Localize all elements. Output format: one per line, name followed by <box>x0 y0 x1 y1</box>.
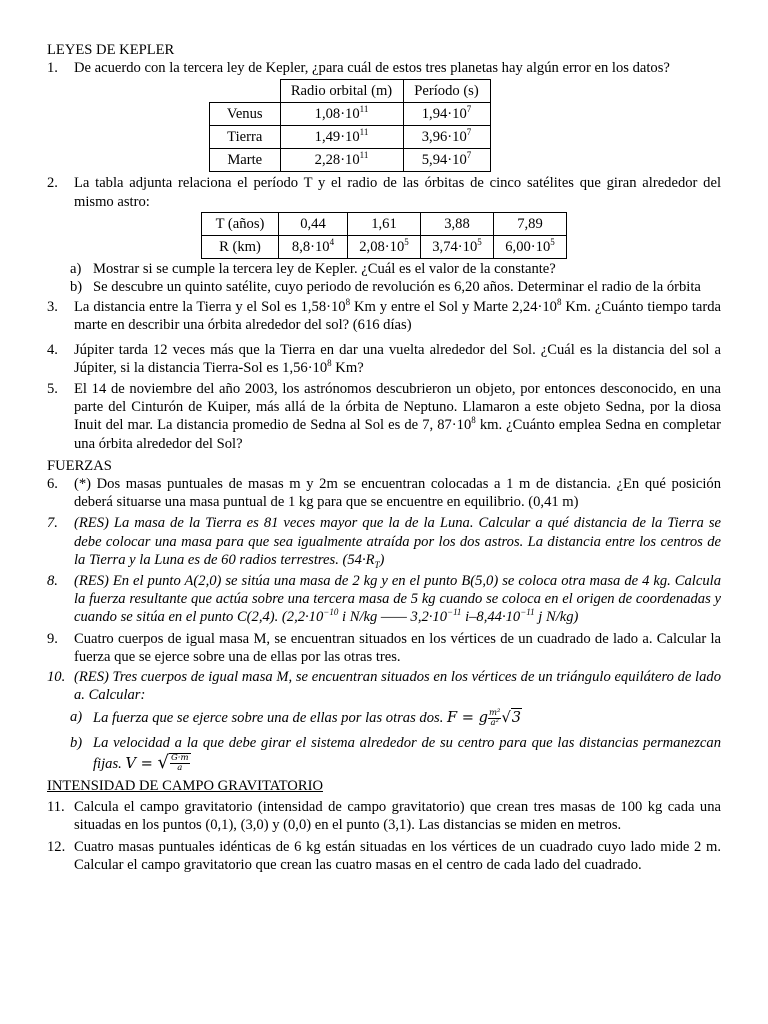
sub-text: Mostrar si se cumple la tercera ley de Kepler. ¿Cuál es el valor de la constante? <box>93 260 556 277</box>
table-cell: 1,61 <box>348 212 421 235</box>
table-cell: Venus <box>210 103 281 126</box>
force-formula: F = g $\frac{\text{m²}}{\text{a²}}$ √3 <box>447 707 522 728</box>
question-text: De acuerdo con la tercera ley de Kepler, ¿para cuál de estos tres planetas hay algún error en los datos? <box>74 60 670 77</box>
table-cell: R (km) <box>202 235 279 258</box>
document <box>47 41 721 874</box>
question-12 <box>47 838 721 874</box>
table-header-cell: Radio orbital (m) <box>280 80 403 103</box>
section-heading-campo: INTENSIDAD DE CAMPO GRAVITATORIO <box>47 777 323 794</box>
question-number: 5. <box>47 381 58 398</box>
question-number: 3. <box>47 299 58 316</box>
table-cell: 7,89 <box>494 212 567 235</box>
velocity-formula: V = √ $\frac{G\cdot m}{a}$ <box>125 751 189 774</box>
question-text: Calcula el campo gravitatorio (intensidad de campo gravitatorio) que crean tres masas de 100 kg cada una situadas en los puntos (0,1), (3,0) y (0,0) en el punto (3,1). Las distancias se miden en metros. <box>74 799 721 834</box>
table-cell: $2,08\cdot 10^5$ <box>348 235 421 258</box>
sub-text: Se descubre un quinto satélite, cuyo periodo de revolución es 6,20 años. Determinar el radio de la órbita <box>93 279 701 296</box>
question-7: 7. (RES) La masa de la Tierra es 81 veces mayor que la de la Luna. Calcular a qué distancia de la Tierra se debe colocar una masa para que sea igualmente atraída por los dos astros. La distancia entre los centros de la Tierra y la Luna es de 60 radios terrestres. $(54\cdot R_T)$ <box>47 515 721 570</box>
question-number: 6. <box>47 476 58 493</box>
question-number: 11. <box>47 799 65 816</box>
satellite-table <box>201 212 567 259</box>
table-cell: $3,74\cdot 10^5$ <box>421 235 494 258</box>
table-cell: $3,96\cdot 10^7$ <box>403 126 490 149</box>
question-6 <box>47 475 721 511</box>
question-8: 8. (RES) En el punto A(2,0) se sitúa una masa de 2 kg y en el punto B(5,0) se coloca otra masa de 4 kg. Calcula la fuerza resultante que actúa sobre una tercera masa de 5 kg cuando se coloca en el origen de coordenadas y cuando se sitúa en el punto C(2,4). ($2,2\cdot 10^{-10}$ i N/kg —— $3,2\cdot 10^{-11}$ $i-8,44\cdot 10^{-11}$ j N/kg) <box>47 573 721 626</box>
question-number: 7. <box>47 515 58 532</box>
question-number: 4. <box>47 341 58 358</box>
question-1 <box>47 59 721 77</box>
table-cell: $2,28\cdot 10^{11}$ <box>280 149 403 172</box>
question-10b: b) La velocidad a la que debe girar el sistema alrededor de su centro para que las distancias permanezcan fijas. V = √ $\frac{G\cdot m}{a}$ <box>70 734 721 774</box>
question-text: La tabla adjunta relaciona el período T y el radio de las órbitas de cinco satélites que giran alrededor del mismo astro: <box>74 175 721 210</box>
section-heading-fuerzas: FUERZAS <box>47 457 112 474</box>
question-number: 9. <box>47 630 58 647</box>
table-header-cell <box>210 80 281 103</box>
question-number: 2. <box>47 175 58 192</box>
table-header-cell: Período (s) <box>403 80 490 103</box>
question-number: 10. <box>47 669 66 686</box>
table-cell: T (años) <box>202 212 279 235</box>
question-number: 8. <box>47 573 58 590</box>
table-cell: 0,44 <box>279 212 348 235</box>
question-4: 4. Júpiter tarda 12 veces más que la Tierra en dar una vuelta alrededor del Sol. ¿Cuál es la distancia del sol a Júpiter, si la distancia Tierra-Sol es $1,56\cdot 10^8$ Km? <box>47 341 721 376</box>
question-11 <box>47 798 721 834</box>
question-text: Cuatro cuerpos de igual masa M, se encuentran situados en los vértices de un cuadrado de lado a. Calcular la fuerza que se ejerce sobre una de ellas por las otras tres. <box>74 630 721 665</box>
question-text: (RES) Tres cuerpos de igual masa M, se encuentran situados en los vértices de un triángulo equilátero de lado a. Calcular: <box>74 669 721 704</box>
question-2b <box>47 278 721 296</box>
table-cell: $8,8\cdot 10^4$ <box>279 235 348 258</box>
table-row <box>210 103 491 126</box>
question-number: 12. <box>47 838 66 855</box>
question-9 <box>47 630 721 666</box>
sub-label: a) <box>70 260 82 277</box>
table-cell: $1,08\cdot 10^{11}$ <box>280 103 403 126</box>
table-row <box>210 126 491 149</box>
question-3: 3. La distancia entre la Tierra y el Sol es $1,58\cdot 10^8$ Km y entre el Sol y Marte $2,24\cdot 10^8$ Km. ¿Cuánto tiempo tarda marte en describir una órbita alrededor del sol? (616 días) <box>47 297 722 334</box>
question-10a: a) La fuerza que se ejerce sobre una de ellas por las otras dos. F = g $\frac{\text{m²}}{\text{a²}}$ √3 <box>70 707 522 728</box>
table-cell: Marte <box>210 149 281 172</box>
question-text: (*) Dos masas puntuales de masas m y 2m se encuentran colocadas a 1 m de distancia. ¿En qué posición deberá situarse una masa puntual de 1 kg para que se encuentre en equilibrio. (0,41 m) <box>74 476 721 511</box>
question-2a <box>47 260 721 278</box>
table-cell: Tierra <box>210 126 281 149</box>
table-cell: $1,94\cdot 10^7$ <box>403 103 490 126</box>
question-2 <box>47 174 721 210</box>
question-10 <box>47 668 721 704</box>
table-cell: $5,94\cdot 10^7$ <box>403 149 490 172</box>
table-header-row <box>210 80 491 103</box>
table-cell: 3,88 <box>421 212 494 235</box>
question-number: 1. <box>47 60 58 77</box>
table-row <box>210 149 491 172</box>
table-cell: $1,49\cdot 10^{11}$ <box>280 126 403 149</box>
sub-label: b) <box>70 279 83 296</box>
sub-label: b) <box>70 734 83 751</box>
sub-label: a) <box>70 709 83 726</box>
question-5: 5. El 14 de noviembre del año 2003, los astrónomos descubrieron un objeto, por entonces desconocido, en una parte del Cinturón de Kuiper, más allá de la órbita de Neptuno. Llamaron a este objeto Sedna, por la diosa Inuit del mar. La distancia promedio de Sedna al Sol es de 7, $87\cdot 10^8$ km. ¿Cuánto emplea Sedna en completar una órbita alrededor del Sol? <box>47 381 721 452</box>
table-cell: $6,00\cdot 10^5$ <box>494 235 567 258</box>
table-row <box>202 212 567 235</box>
section-heading-kepler: LEYES DE KEPLER <box>47 42 175 58</box>
question-text: Cuatro masas puntuales idénticas de 6 kg están situadas en los vértices de un cuadrado cuyo lado mide 2 m. Calcular el campo gravitatorio que crean las cuatro masas en el centro de cada lado del cuadrado. <box>74 838 721 873</box>
table-row <box>202 235 567 258</box>
kepler-table-1 <box>209 79 491 172</box>
